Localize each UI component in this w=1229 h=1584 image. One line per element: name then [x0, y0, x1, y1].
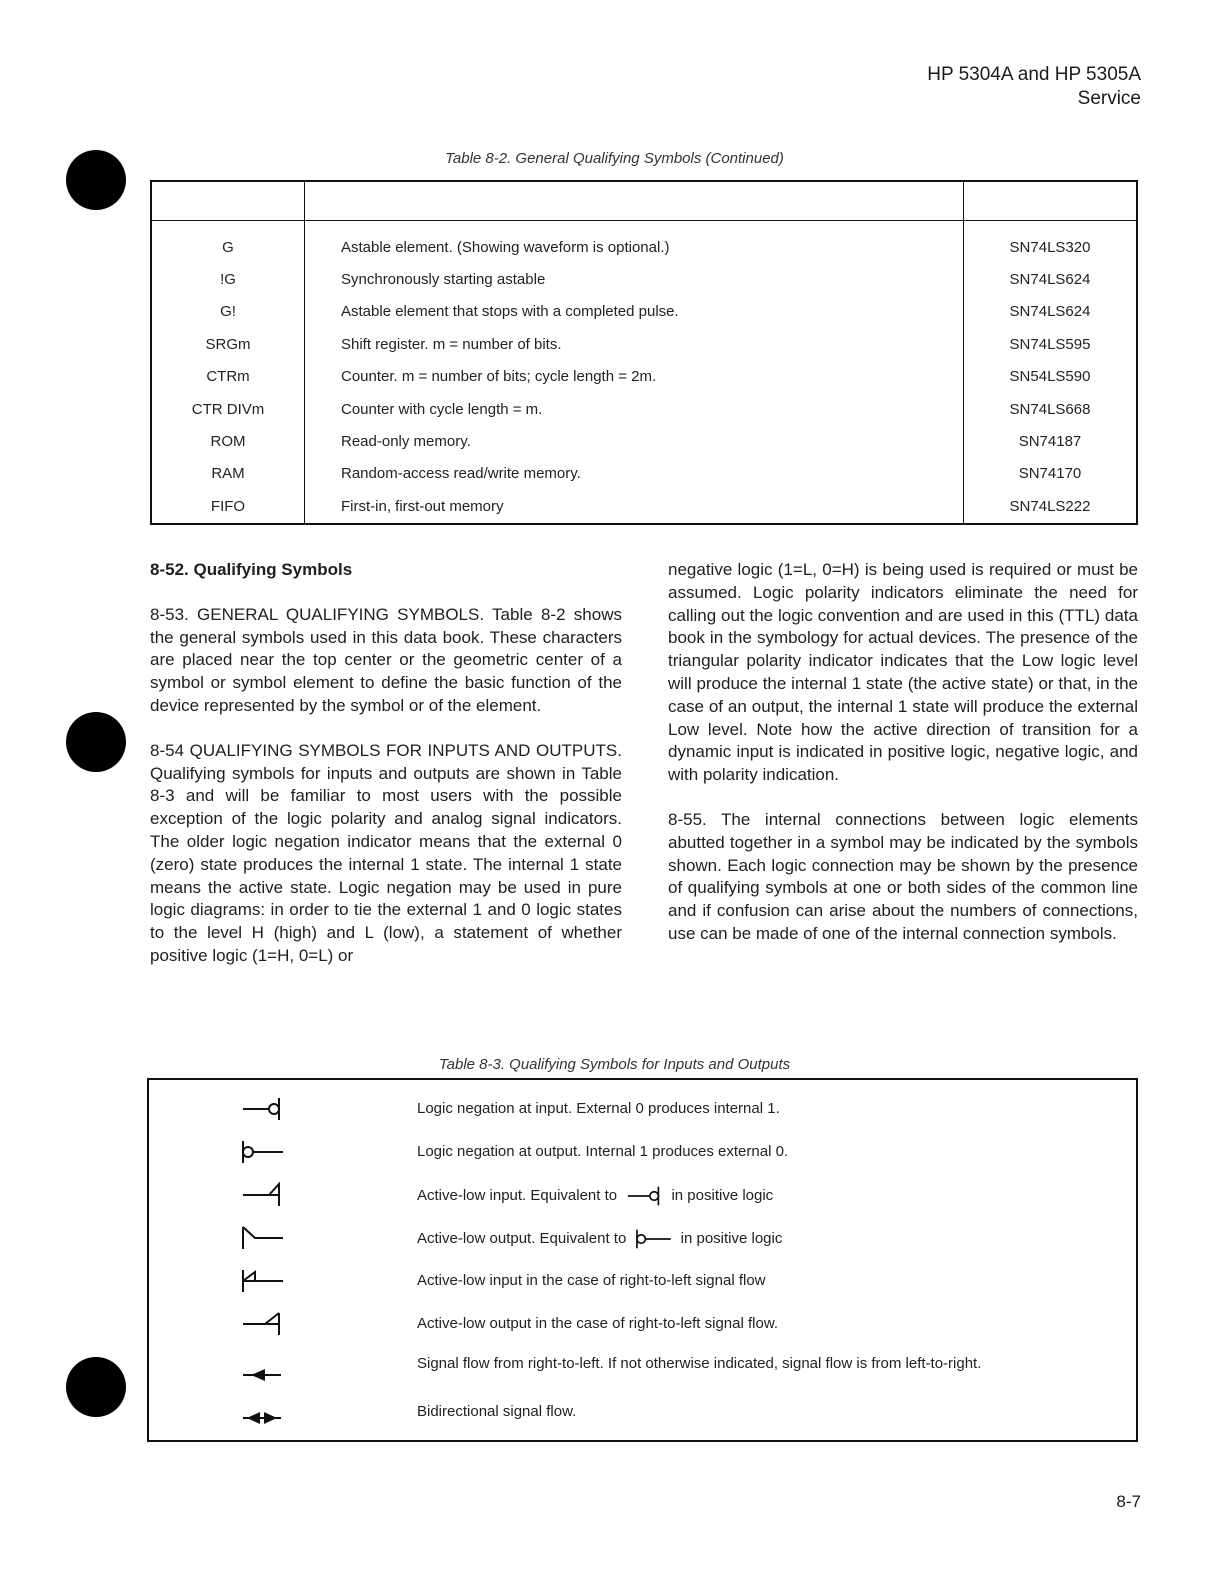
table-8-3-caption: Table 8-3. Qualifying Symbols for Inputs and Outputs: [438, 1056, 791, 1073]
active-low-input-icon: [239, 1182, 285, 1208]
symbol-cell: FIFO: [151, 490, 305, 523]
negation-output-icon: [630, 1228, 676, 1250]
right-column: [668, 559, 1138, 968]
binder-hole-bottom: [66, 1357, 126, 1417]
table-row: [151, 393, 1137, 425]
symbol-cell: CTR DIVm: [151, 393, 305, 425]
table-8-2-caption: Table 8-2. General Qualifying Symbols (Continued): [445, 150, 784, 167]
table-8-3: [147, 1078, 1138, 1442]
row-description: Active-low input in the case of right-to-left signal flow: [417, 1272, 766, 1289]
row-description: Bidirectional signal flow.: [417, 1403, 577, 1420]
row-description: Signal flow from right-to-left. If not otherwise indicated, signal flow is from left-to-right.: [417, 1355, 982, 1372]
example-cell: SN74170: [964, 458, 1138, 490]
description-cell: Synchronously starting astable: [341, 271, 546, 289]
signal-flow-rtl-icon: [239, 1362, 285, 1388]
negation-input-icon: [239, 1096, 285, 1122]
example-cell: SN74LS624: [964, 263, 1138, 295]
description-prefix: Active-low input. Equivalent to: [417, 1186, 618, 1204]
table-row: [151, 263, 1137, 295]
binder-hole-middle: [66, 712, 126, 772]
table-row: [151, 458, 1137, 490]
description-prefix: Active-low output. Equivalent to: [417, 1229, 627, 1247]
paragraph-8-53: 8-53. GENERAL QUALIFYING SYMBOLS. Table 8-2 shows the general symbols used in this data book. These characters are placed near the top center or the geometric center of a symbol or symbol element to define the basic function of the device represented by the symbol or of the element.: [150, 604, 622, 715]
header-title: HP 5304A and HP 5305A: [927, 64, 1141, 85]
active-low-output-icon: [239, 1225, 285, 1251]
paragraph-8-54-continued: negative logic (1=L, 0=H) is being used is required or must be assumed. Logic polarity indicators eliminate the need for calling out the logic convention and are used in this (TTL) data book in the symbology for actual devices. The presence of the triangular polarity indicator indicates that the Low logic level will produce the internal 1 state (the active state) or that, in the case of an output, the internal 1 state will produce the external Low level. Note how the active direction of transition for a dynamic input is indicated in positive logic, negative logic, and with polarity indication.: [668, 560, 1138, 785]
bidirectional-flow-icon: [239, 1405, 285, 1431]
row-description: Logic negation at input. External 0 produces internal 1.: [417, 1100, 780, 1117]
example-cell: SN74187: [964, 425, 1138, 457]
description-cell: Random-access read/write memory.: [341, 465, 581, 483]
symbol-cell: RAM: [151, 458, 305, 490]
paragraph-8-55: 8-55. The internal connections between logic elements abutted together in a symbol may be indicated by the symbols shown. Each logic connection may be shown by the presence of qualifying symbols at one or both sides of the common line and if confusion can arise about the numbers of connections, use can be made of one of the internal connection symbols.: [668, 809, 1138, 943]
paragraph-8-54: 8-54 QUALIFYING SYMBOLS FOR INPUTS AND OUTPUTS. Qualifying symbols for inputs and outputs are shown in Table 8-3 and will be familiar to most users with the possible exception of the logic polarity and analog signal indicators. The older logic negation indicator means that the external 0 (zero) state produces the internal 1 state. The internal 1 state means the active state. Logic negation may be used in pure logic diagrams: in order to tie the external 1 and 0 logic states to the level H (high) and L (low), a statement of whether positive logic (1=H, 0=L) or: [150, 740, 622, 965]
table-row: [151, 361, 1137, 393]
example-cell: SN74LS320: [964, 221, 1138, 264]
table-row: [151, 296, 1137, 328]
table-row: [151, 221, 1137, 264]
example-cell: SN74LS624: [964, 296, 1138, 328]
description-cell: Astable element. (Showing waveform is optional.): [341, 238, 670, 256]
table-row: [151, 425, 1137, 457]
description-cell: First-in, first-out memory: [341, 497, 504, 515]
symbol-cell: ROM: [151, 425, 305, 457]
active-low-input-rtl-icon: [239, 1268, 285, 1294]
row-description: [417, 1185, 1037, 1207]
symbol-cell: !G: [151, 263, 305, 295]
table-row: [151, 490, 1137, 523]
page-header: [927, 63, 1141, 111]
left-column: [150, 559, 622, 990]
description-cell: Counter with cycle length = m.: [341, 400, 543, 418]
description-cell: Read-only memory.: [341, 433, 471, 451]
example-cell: SN54LS590: [964, 361, 1138, 393]
row-description: [417, 1228, 1037, 1250]
header-subtitle: Service: [1077, 88, 1141, 109]
negation-input-icon: [621, 1185, 667, 1207]
header-cell-symbol: [151, 181, 305, 221]
table-row: [151, 328, 1137, 360]
header-cell-example: [964, 181, 1138, 221]
description-cell: Shift register. m = number of bits.: [341, 335, 562, 353]
section-heading: 8-52. Qualifying Symbols: [150, 560, 353, 579]
symbol-cell: G: [151, 221, 305, 264]
example-cell: SN74LS668: [964, 393, 1138, 425]
symbol-cell: G!: [151, 296, 305, 328]
symbol-cell: CTRm: [151, 361, 305, 393]
page-number: 8-7: [1116, 1492, 1141, 1511]
example-cell: SN74LS222: [964, 490, 1138, 523]
table-header-row: [151, 181, 1137, 221]
description-cell: Counter. m = number of bits; cycle length = 2m.: [341, 368, 657, 386]
description-suffix: in positive logic: [671, 1186, 774, 1204]
negation-output-icon: [239, 1139, 285, 1165]
description-suffix: in positive logic: [680, 1229, 783, 1247]
row-description: Logic negation at output. Internal 1 produces external 0.: [417, 1143, 789, 1160]
row-description: Active-low output in the case of right-to-left signal flow.: [417, 1315, 779, 1332]
description-cell: Astable element that stops with a completed pulse.: [341, 303, 679, 321]
header-cell-description: [305, 181, 964, 221]
example-cell: SN74LS595: [964, 328, 1138, 360]
active-low-output-rtl-icon: [239, 1311, 285, 1337]
symbol-cell: SRGm: [151, 328, 305, 360]
table-8-2: [150, 180, 1138, 525]
